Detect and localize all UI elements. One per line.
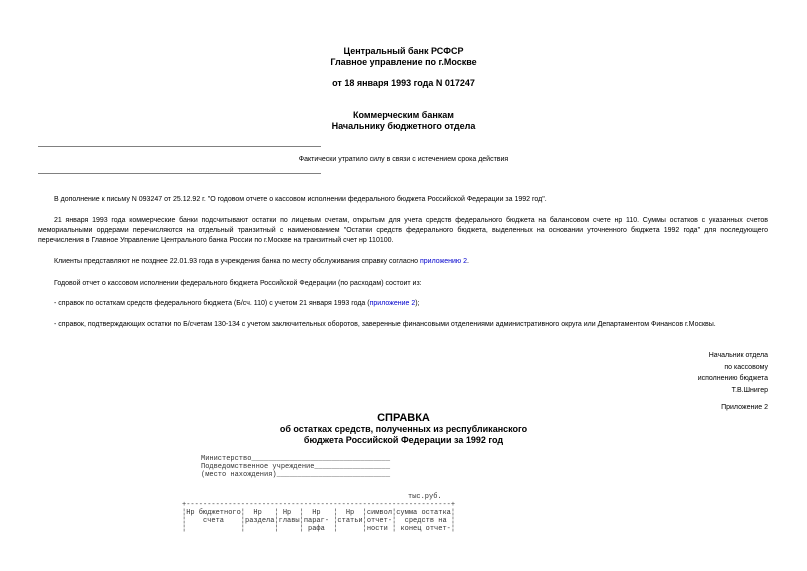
paragraph-5-end: ); (415, 300, 420, 307)
paragraph-3 (38, 257, 768, 267)
paragraph-5 (38, 299, 768, 309)
divider-bottom (38, 173, 321, 174)
table-border: +---------------------------------------------------------------+ (182, 501, 456, 509)
status-note: Фактически утратило силу в связи с истечением срока действия (298, 156, 509, 163)
spravka-subtitle-1: об остатках средств, полученных из республиканского (279, 424, 528, 434)
signature-name: Т.В.Шнигер (731, 386, 768, 394)
paragraph-4: Годовой отчет о кассовом исполнении федерального бюджета Российской Федерации (по расходам) состоит из: (54, 280, 422, 287)
divider-top (38, 146, 321, 147)
paragraph-6: - справок, подтверждающих остатки по Б/счетам 130-134 с учетом заключительных оборотов, заверенные финансовыми отделениями административного округа или Департаментом Финансов г.Москвы. (54, 321, 716, 328)
table-header-row-3: ¦ ¦ ¦ ¦ рафа ¦ ¦ности ¦ конец отчет-¦ (182, 525, 456, 533)
form-institution: Подведомственное учреждение__________________ (201, 463, 391, 471)
appendix-2-link[interactable]: приложению 2 (420, 258, 468, 265)
signature-block (568, 350, 768, 396)
addressee-2: Начальнику бюджетного отдела (331, 121, 476, 131)
signature-line-2: по кассовому (724, 363, 768, 371)
paragraph-1: В дополнение к письму N 093247 от 25.12.92 г. "О годовом отчете о кассовом исполнении федерального бюджета Российской Федерации за 1992 год". (54, 196, 547, 203)
table-unit: тыс.руб. (408, 493, 442, 501)
paragraph-3-text: Клиенты представляют не позднее 22.01.93 года в учреждения банка по месту обслуживания справку согласно (54, 258, 420, 265)
table-header-row-1: ¦Нр бюджетного¦ Нр ¦ Нр ¦ Нр ¦ Нр ¦символ¦сумма остатка¦ (182, 509, 456, 517)
appendix-label: Приложение 2 (721, 404, 768, 411)
issuer-name: Центральный банк РСФСР (343, 46, 464, 56)
table-header-row-2: ¦ счета ¦раздела¦главы¦параг- ¦статьи¦отчет-¦ средств на ¦ (182, 517, 456, 525)
paragraph-2: 21 января 1993 года коммерческие банки подсчитывают остатки по лицевым счетам, открытым для учета средств федерального бюджета на балансовом счете нр 110. Суммы остатков с указанных счетов мемориальными ордерами перечисляются на отдельный транзитный с наименованием "Остатки средств федерального бюджета, выделенных на основании уточненного бюджета 1992 года" для последующего перечисления в Главное Управление Центрального банка России по г.Москве на транзитный счет нр 110100. (38, 217, 768, 244)
paragraph-3-end: . (467, 258, 469, 265)
signature-line-1: Начальник отдела (708, 352, 768, 359)
addressee-1: Коммерческим банкам (353, 110, 454, 120)
document-date: от 18 января 1993 года N 017247 (332, 78, 475, 88)
paragraph-5-text: - справок по остаткам средств федерального бюджета (Б/сч. 110) с учетом 21 января 1993 года ( (54, 300, 370, 307)
spravka-title: СПРАВКА (377, 412, 430, 424)
spravka-subtitle-2: бюджета Российской Федерации за 1992 год (303, 435, 504, 445)
form-ministry: Министерство_________________________________ (201, 455, 391, 463)
signature-line-3: исполнению бюджета (697, 375, 768, 382)
issuer-division: Главное управление по г.Москве (330, 57, 477, 67)
form-location: (место нахождения)___________________________ (201, 471, 391, 479)
appendix-2-link-2[interactable]: приложение 2 (369, 300, 416, 307)
